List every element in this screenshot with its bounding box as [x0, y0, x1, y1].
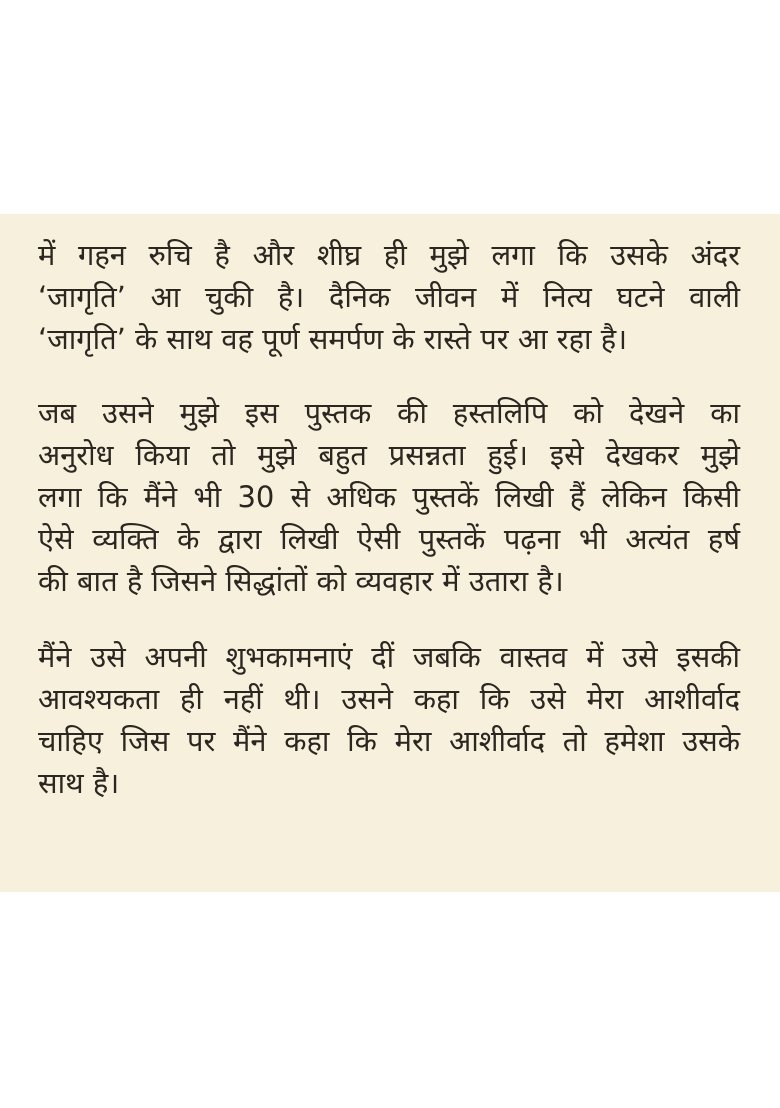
paragraph-2 [38, 392, 740, 602]
text-line: अनुरोध किया तो मुझे बहुत प्रसन्नता हुई। इसे देखकर मुझे [38, 438, 740, 472]
text-line: जब उसने मुझे इस पुस्तक की हस्तलिपि को देखने का [38, 396, 740, 430]
paragraph-3 [38, 636, 740, 804]
text-line: साथ है। [38, 766, 120, 800]
scanned-page [0, 214, 780, 892]
text-line: ‘जागृति’ आ चुकी है। दैनिक जीवन में नित्य घटने वाली [38, 280, 740, 314]
text-line: चाहिए जिस पर मैंने कहा कि मेरा आशीर्वाद तो हमेशा उसके [38, 724, 740, 758]
paragraph-1 [38, 234, 740, 360]
text-line: लगा कि मैंने भी 30 से अधिक पुस्तकें लिखी हैं लेकिन किसी [38, 480, 740, 514]
text-line: ‘जागृति’ के साथ वह पूर्ण समर्पण के रास्ते पर आ रहा है। [38, 322, 628, 356]
text-line: आवश्यकता ही नहीं थी। उसने कहा कि उसे मेरा आशीर्वाद [38, 682, 740, 716]
text-line: की बात है जिसने सिद्धांतों को व्यवहार में उतारा है। [38, 564, 564, 598]
text-line: मैंने उसे अपनी शुभकामनाएं दीं जबकि वास्तव में उसे इसकी [38, 640, 740, 674]
text-line: में गहन रुचि है और शीघ्र ही मुझे लगा कि उसके अंदर [38, 238, 740, 272]
text-line: ऐसे व्यक्ति के द्वारा लिखी ऐसी पुस्तकें पढ़ना भी अत्यंत हर्ष [38, 522, 740, 556]
